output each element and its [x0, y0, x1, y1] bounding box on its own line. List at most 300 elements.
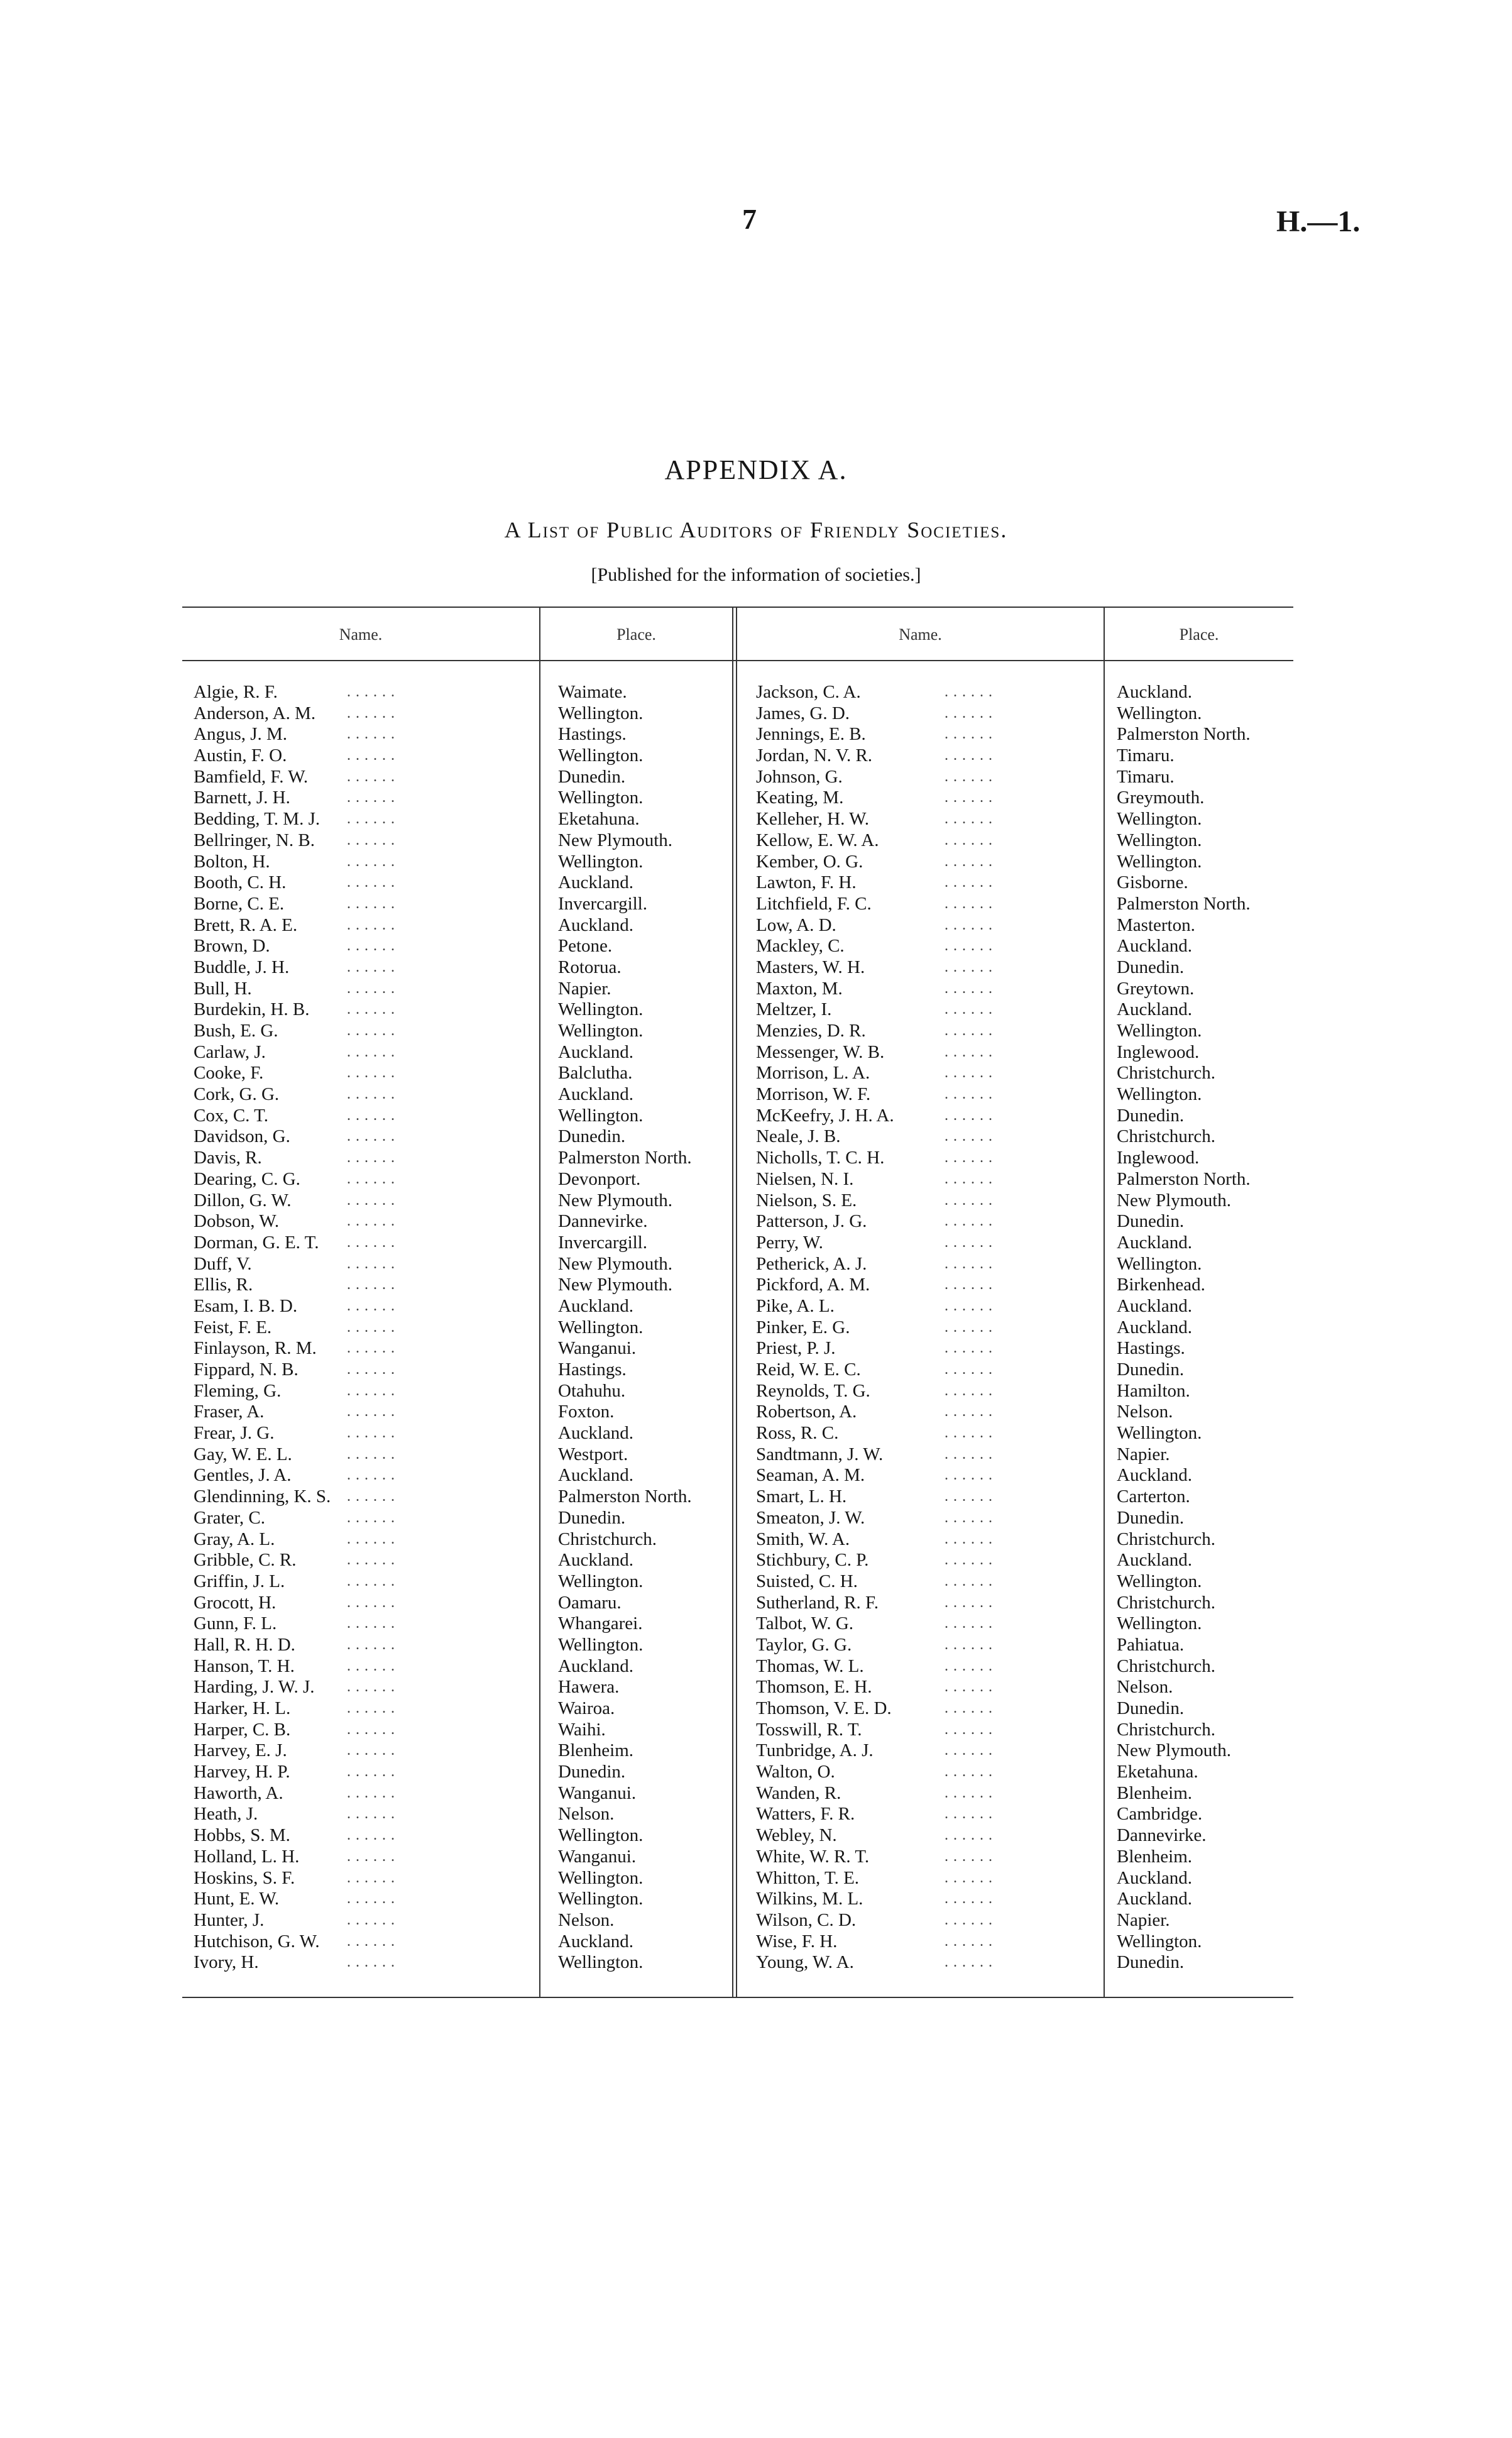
auditor-name: Taylor, G. G. [756, 1634, 852, 1655]
auditor-place: Whangarei. [558, 1613, 643, 1634]
auditor-place: Waihi. [558, 1719, 606, 1740]
auditor-name: Ivory, H. [194, 1952, 259, 1973]
leader-dots: . . . . . . [347, 1869, 395, 1886]
leader-dots: . . . . . . [347, 1467, 395, 1484]
auditor-name: Fraser, A. [194, 1402, 265, 1422]
auditor-place: Auckland. [1117, 1295, 1192, 1316]
table-row [737, 830, 1293, 852]
leader-dots: . . . . . . [347, 1679, 395, 1696]
auditor-name: Dillon, G. W. [194, 1190, 292, 1211]
table-row [182, 872, 732, 894]
table-row [182, 1381, 732, 1402]
table-row [737, 1698, 1293, 1720]
table-row [182, 1254, 732, 1275]
auditor-place: Wellington. [1117, 1253, 1202, 1274]
leader-dots: . . . . . . [347, 1065, 395, 1082]
auditor-place: Napier. [1117, 1909, 1170, 1930]
table-row [182, 767, 732, 788]
table-row [737, 1529, 1293, 1551]
auditor-name: Thomson, V. E. D. [756, 1698, 892, 1718]
auditor-place: Timaru. [1117, 745, 1175, 766]
auditor-place: Hawera. [558, 1677, 620, 1698]
leader-dots: . . . . . . [347, 1128, 395, 1145]
auditor-name: Tosswill, R. T. [756, 1719, 862, 1740]
leader-dots: . . . . . . [945, 1043, 993, 1060]
leader-dots: . . . . . . [945, 1467, 993, 1484]
auditor-place: Napier. [1117, 1444, 1170, 1464]
auditor-name: Glendinning, K. S. [194, 1486, 331, 1507]
table-row [737, 1423, 1293, 1444]
auditor-place: Palmerston North. [558, 1148, 692, 1168]
auditor-place: Invercargill. [558, 1232, 647, 1253]
auditor-place: Gisborne. [1117, 872, 1188, 893]
leader-dots: . . . . . . [945, 1530, 993, 1547]
auditor-name: Smith, W. A. [756, 1529, 850, 1549]
table-row [737, 1783, 1293, 1804]
auditor-place: New Plymouth. [1117, 1740, 1232, 1761]
leader-dots: . . . . . . [945, 1150, 993, 1167]
auditor-place: Waimate. [558, 682, 627, 702]
auditor-place: Auckland. [558, 1931, 633, 1952]
leader-dots: . . . . . . [347, 1255, 395, 1272]
auditor-name: Holland, L. H. [194, 1846, 300, 1867]
table-row [737, 1338, 1293, 1359]
auditor-name: Cox, C. T. [194, 1105, 268, 1126]
leader-dots: . . . . . . [945, 1403, 993, 1420]
auditor-name: Messenger, W. B. [756, 1041, 885, 1062]
table-row [737, 1106, 1293, 1127]
table-row [737, 809, 1293, 830]
auditor-name: Wanden, R. [756, 1782, 841, 1803]
leader-dots: . . . . . . [945, 916, 993, 933]
table-row [737, 1359, 1293, 1381]
auditor-name: Pike, A. L. [756, 1295, 835, 1316]
table-row [737, 724, 1293, 745]
auditor-name: Webley, N. [756, 1825, 837, 1846]
table-row [737, 1868, 1293, 1889]
auditor-place: Nelson. [1117, 1402, 1173, 1422]
leader-dots: . . . . . . [347, 1192, 395, 1209]
leader-dots: . . . . . . [347, 1911, 395, 1928]
left-column [182, 682, 732, 1974]
table-row [737, 788, 1293, 809]
leader-dots: . . . . . . [347, 1552, 395, 1569]
leader-dots: . . . . . . [347, 853, 395, 870]
table-row [737, 1275, 1293, 1296]
auditor-name: Mackley, C. [756, 936, 845, 957]
auditor-place: Palmerston North. [558, 1486, 692, 1507]
leader-dots: . . . . . . [945, 768, 993, 785]
table-row [182, 957, 732, 979]
leader-dots: . . . . . . [347, 958, 395, 975]
leader-dots: . . . . . . [945, 895, 993, 912]
table-row [182, 1275, 732, 1296]
auditor-place: Westport. [558, 1444, 628, 1464]
table-row [182, 1550, 732, 1571]
auditor-place: Wellington. [1117, 851, 1202, 872]
leader-dots: . . . . . . [945, 1827, 993, 1844]
auditor-name: Nielson, S. E. [756, 1190, 857, 1211]
auditor-name: Harding, J. W. J. [194, 1677, 315, 1698]
auditor-name: Esam, I. B. D. [194, 1295, 298, 1316]
auditor-name: Fippard, N. B. [194, 1359, 299, 1380]
auditor-name: Jackson, C. A. [756, 682, 861, 702]
table-row [737, 1508, 1293, 1529]
auditor-place: Wellington. [558, 851, 644, 872]
auditor-place: Pahiatua. [1117, 1634, 1185, 1655]
leader-dots: . . . . . . [347, 811, 395, 828]
table-row [182, 1402, 732, 1423]
auditor-name: Priest, P. J. [756, 1338, 836, 1359]
auditor-name: Haworth, A. [194, 1782, 283, 1803]
auditor-name: Carlaw, J. [194, 1041, 266, 1062]
leader-dots: . . . . . . [945, 1679, 993, 1696]
table-row [182, 1317, 732, 1339]
leader-dots: . . . . . . [945, 1001, 993, 1018]
auditor-name: Dearing, C. G. [194, 1168, 300, 1189]
table-row [182, 979, 732, 1000]
auditor-place: Wellington. [558, 1825, 644, 1846]
leader-dots: . . . . . . [347, 1700, 395, 1716]
table-row [737, 1190, 1293, 1212]
table-row [737, 1740, 1293, 1762]
auditor-place: Auckland. [558, 1295, 633, 1316]
table-row [737, 872, 1293, 894]
auditor-place: Napier. [558, 978, 611, 999]
leader-dots: . . . . . . [945, 1234, 993, 1251]
auditor-name: Buddle, J. H. [194, 957, 290, 977]
center-double-divider-a [732, 607, 733, 1998]
left-place-header: Place. [616, 625, 656, 644]
auditor-place: Dunedin. [1117, 1105, 1185, 1126]
table-row [182, 1613, 732, 1635]
leader-dots: . . . . . . [945, 853, 993, 870]
table-row [737, 1233, 1293, 1254]
table-row [182, 1444, 732, 1466]
leader-dots: . . . . . . [347, 1277, 395, 1293]
auditor-name: Finlayson, R. M. [194, 1338, 317, 1359]
leader-dots: . . . . . . [347, 1891, 395, 1908]
leader-dots: . . . . . . [347, 1319, 395, 1336]
table-row [182, 1910, 732, 1931]
leader-dots: . . . . . . [945, 1340, 993, 1357]
auditor-place: Christchurch. [1117, 1592, 1216, 1613]
auditor-name: Bamfield, F. W. [194, 766, 309, 787]
right-name-header: Name. [899, 625, 942, 644]
auditor-name: Suisted, C. H. [756, 1571, 858, 1591]
auditor-place: Foxton. [558, 1402, 615, 1422]
auditor-name: Jordan, N. V. R. [756, 745, 873, 766]
auditor-place: Wanganui. [558, 1338, 637, 1359]
auditor-place: Blenheim. [1117, 1846, 1193, 1867]
table-row [737, 682, 1293, 703]
auditor-name: Gunn, F. L. [194, 1613, 277, 1634]
auditor-place: Dunedin. [1117, 1507, 1185, 1528]
leader-dots: . . . . . . [945, 1107, 993, 1124]
table-row [182, 724, 732, 745]
auditor-name: Perry, W. [756, 1232, 823, 1253]
auditor-place: Auckland. [1117, 1317, 1192, 1337]
leader-dots: . . . . . . [347, 1657, 395, 1674]
leader-dots: . . . . . . [945, 1319, 993, 1336]
leader-dots: . . . . . . [347, 1446, 395, 1463]
auditor-place: Dannevirke. [1117, 1825, 1207, 1846]
auditor-name: Booth, C. H. [194, 872, 287, 893]
table-row [737, 852, 1293, 873]
leader-dots: . . . . . . [347, 1594, 395, 1611]
leader-dots: . . . . . . [347, 1530, 395, 1547]
leader-dots: . . . . . . [945, 705, 993, 722]
auditor-place: New Plymouth. [558, 830, 673, 850]
auditor-name: Ellis, R. [194, 1275, 253, 1295]
auditor-name: Grocott, H. [194, 1592, 277, 1613]
auditor-name: Sandtmann, J. W. [756, 1444, 884, 1464]
auditor-place: Christchurch. [1117, 1126, 1216, 1147]
table-row [737, 1762, 1293, 1783]
table-row [182, 1084, 732, 1106]
table-row [737, 1465, 1293, 1486]
auditor-place: Wellington. [558, 1952, 644, 1973]
auditor-name: Hoskins, S. F. [194, 1867, 295, 1888]
auditor-place: Hastings. [1117, 1338, 1185, 1359]
table-row [182, 1931, 732, 1953]
auditor-name: Feist, F. E. [194, 1317, 272, 1337]
leader-dots: . . . . . . [347, 1382, 395, 1399]
auditor-place: Auckland. [1117, 1232, 1192, 1253]
auditor-name: Whitton, T. E. [756, 1867, 860, 1888]
leader-dots: . . . . . . [945, 1086, 993, 1103]
table-row [737, 1593, 1293, 1614]
auditor-place: Wellington. [1117, 1423, 1202, 1444]
auditor-name: Brett, R. A. E. [194, 914, 298, 935]
auditor-place: Wellington. [558, 1105, 644, 1126]
leader-dots: . . . . . . [945, 1911, 993, 1928]
auditor-name: Gay, W. E. L. [194, 1444, 292, 1464]
auditor-place: Hamilton. [1117, 1380, 1190, 1401]
table-row [182, 1656, 732, 1677]
auditor-name: Austin, F. O. [194, 745, 287, 766]
auditor-name: Johnson, G. [756, 766, 843, 787]
auditor-place: Balclutha. [558, 1063, 633, 1084]
table-row [182, 1148, 732, 1169]
auditor-name: Smeaton, J. W. [756, 1507, 865, 1528]
leader-dots: . . . . . . [945, 1170, 993, 1187]
auditor-name: Talbot, W. G. [756, 1613, 854, 1634]
auditor-place: Nelson. [1117, 1677, 1173, 1698]
auditor-place: Masterton. [1117, 914, 1195, 935]
table-row [182, 1740, 732, 1762]
table-row [182, 1021, 732, 1042]
leader-dots: . . . . . . [347, 726, 395, 743]
auditor-name: Gribble, C. R. [194, 1550, 297, 1571]
leader-dots: . . . . . . [347, 1806, 395, 1823]
table-row [737, 1720, 1293, 1741]
table-row [737, 1910, 1293, 1931]
auditors-table [182, 607, 1293, 1998]
table-row [737, 1126, 1293, 1148]
leader-dots: . . . . . . [945, 1636, 993, 1653]
leader-dots: . . . . . . [347, 789, 395, 806]
leader-dots: . . . . . . [347, 1023, 395, 1039]
leader-dots: . . . . . . [945, 874, 993, 891]
table-row [737, 1063, 1293, 1084]
auditor-place: Hastings. [558, 724, 627, 745]
table-row [182, 936, 732, 957]
table-row [737, 1952, 1293, 1974]
leader-dots: . . . . . . [347, 1742, 395, 1759]
auditor-name: Cork, G. G. [194, 1084, 280, 1105]
auditor-place: Christchurch. [1117, 1063, 1216, 1084]
auditor-place: Wellington. [558, 1634, 644, 1655]
leader-dots: . . . . . . [945, 1848, 993, 1865]
auditor-place: Auckland. [1117, 1889, 1192, 1909]
leader-dots: . . . . . . [945, 1297, 993, 1314]
auditor-place: Wellington. [1117, 1084, 1202, 1105]
leader-dots: . . . . . . [945, 1954, 993, 1971]
auditor-place: Wellington. [558, 703, 644, 723]
table-row [182, 1106, 732, 1127]
leader-dots: . . . . . . [347, 916, 395, 933]
leader-dots: . . . . . . [945, 1764, 993, 1781]
auditor-name: Frear, J. G. [194, 1423, 275, 1444]
auditor-place: Auckland. [1117, 999, 1192, 1020]
table-row [737, 1211, 1293, 1233]
leader-dots: . . . . . . [945, 1128, 993, 1145]
auditor-name: Barnett, J. H. [194, 788, 290, 808]
auditor-name: Hall, R. H. D. [194, 1634, 295, 1655]
auditor-place: Wellington. [1117, 703, 1202, 723]
table-row [737, 1148, 1293, 1169]
leader-dots: . . . . . . [347, 1170, 395, 1187]
auditor-place: Carterton. [1117, 1486, 1190, 1507]
leader-dots: . . . . . . [347, 1297, 395, 1314]
auditor-place: Auckland. [558, 872, 633, 893]
document-reference: H.—1. [1276, 205, 1361, 238]
auditor-place: Dunedin. [1117, 1359, 1185, 1380]
auditor-place: Auckland. [1117, 682, 1192, 702]
leader-dots: . . . . . . [945, 1382, 993, 1399]
auditor-name: Bedding, T. M. J. [194, 809, 320, 830]
table-row [737, 894, 1293, 915]
auditor-name: Hobbs, S. M. [194, 1825, 290, 1846]
leader-dots: . . . . . . [945, 1933, 993, 1950]
auditor-name: Maxton, M. [756, 978, 843, 999]
leader-dots: . . . . . . [347, 1001, 395, 1018]
auditor-name: McKeefry, J. H. A. [756, 1105, 894, 1126]
leader-dots: . . . . . . [945, 1509, 993, 1526]
table-row [182, 1423, 732, 1444]
auditor-place: Dunedin. [558, 766, 626, 787]
leader-dots: . . . . . . [347, 1361, 395, 1378]
leader-dots: . . . . . . [347, 895, 395, 912]
auditor-name: White, W. R. T. [756, 1846, 870, 1867]
auditor-name: Litchfield, F. C. [756, 893, 872, 914]
auditor-name: Grater, C. [194, 1507, 265, 1528]
auditor-place: Invercargill. [558, 893, 647, 914]
auditor-name: Davis, R. [194, 1148, 262, 1168]
auditor-place: Petone. [558, 936, 613, 957]
auditor-name: Hanson, T. H. [194, 1656, 295, 1676]
auditor-place: Auckland. [1117, 1465, 1192, 1486]
auditor-name: Harvey, E. J. [194, 1740, 287, 1761]
auditor-place: Wellington. [1117, 1931, 1202, 1952]
auditor-name: Patterson, J. G. [756, 1211, 867, 1232]
table-row [182, 1126, 732, 1148]
table-row [182, 1698, 732, 1720]
leader-dots: . . . . . . [347, 980, 395, 997]
auditor-place: Wellington. [1117, 830, 1202, 850]
auditor-name: Heath, J. [194, 1804, 258, 1825]
leader-dots: . . . . . . [347, 1086, 395, 1103]
auditor-name: Meltzer, I. [756, 999, 832, 1020]
auditor-place: Wairoa. [558, 1698, 615, 1718]
table-row [737, 1486, 1293, 1508]
auditor-place: Christchurch. [558, 1529, 657, 1549]
table-row [182, 682, 732, 703]
auditor-name: Robertson, A. [756, 1402, 857, 1422]
auditor-place: Eketahuna. [1117, 1762, 1198, 1782]
table-row [737, 1021, 1293, 1042]
auditor-name: Cooke, F. [194, 1063, 264, 1084]
table-row [737, 1931, 1293, 1953]
auditor-place: Greytown. [1117, 978, 1195, 999]
table-row [182, 1783, 732, 1804]
table-row [182, 788, 732, 809]
leader-dots: . . . . . . [945, 1806, 993, 1823]
leader-dots: . . . . . . [945, 1742, 993, 1759]
auditor-place: Cambridge. [1117, 1804, 1203, 1825]
table-row [182, 1465, 732, 1486]
leader-dots: . . . . . . [945, 789, 993, 806]
auditor-place: Rotorua. [558, 957, 622, 977]
auditor-name: Bull, H. [194, 978, 252, 999]
leader-dots: . . . . . . [945, 958, 993, 975]
table-row [737, 1804, 1293, 1825]
auditor-name: Thomas, W. L. [756, 1656, 864, 1676]
leader-dots: . . . . . . [347, 1425, 395, 1442]
auditor-place: Wellington. [558, 788, 644, 808]
leader-dots: . . . . . . [945, 726, 993, 743]
table-row [182, 1677, 732, 1698]
auditor-name: Masters, W. H. [756, 957, 865, 977]
auditor-place: Christchurch. [1117, 1529, 1216, 1549]
auditor-name: Dobson, W. [194, 1211, 280, 1232]
table-row [182, 1868, 732, 1889]
auditor-place: Hastings. [558, 1359, 627, 1380]
auditor-name: Lawton, F. H. [756, 872, 857, 893]
table-row [737, 1825, 1293, 1847]
auditor-name: Anderson, A. M. [194, 703, 316, 723]
page-title: APPENDIX A. [664, 454, 848, 485]
auditor-name: Borne, C. E. [194, 893, 285, 914]
auditor-place: Wellington. [1117, 1021, 1202, 1041]
table-row [182, 1635, 732, 1656]
auditor-place: Auckland. [558, 1041, 633, 1062]
leader-dots: . . . . . . [347, 1150, 395, 1167]
leader-dots: . . . . . . [347, 1954, 395, 1971]
auditor-place: Palmerston North. [1117, 893, 1251, 914]
table-row [182, 1889, 732, 1910]
auditor-place: Inglewood. [1117, 1148, 1200, 1168]
auditor-place: Wellington. [1117, 1613, 1202, 1634]
auditor-name: Gentles, J. A. [194, 1465, 292, 1486]
leader-dots: . . . . . . [945, 1065, 993, 1082]
table-row [737, 703, 1293, 725]
table-row [737, 936, 1293, 957]
auditor-place: Birkenhead. [1117, 1275, 1205, 1295]
table-row [182, 1571, 732, 1593]
publication-note: [Published for the information of societies.] [591, 564, 921, 585]
